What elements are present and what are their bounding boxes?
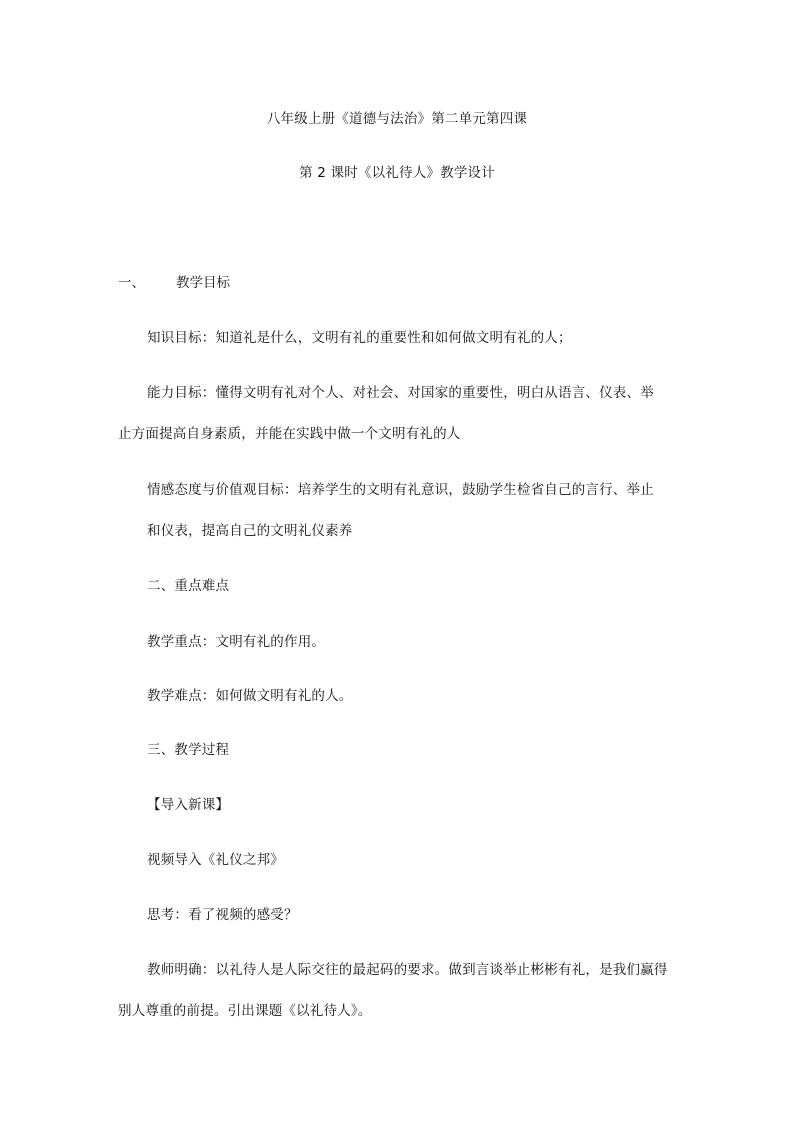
document-title-line2: 第 2 课时《以礼待人》教学设计 <box>299 165 495 181</box>
ability-goal-line2: 止方面提高自身素质，并能在实践中做一个文明有礼的人 <box>118 426 461 442</box>
emotion-goal-line1: 情感态度与价值观目标：培养学生的文明有礼意识，鼓励学生检省自己的言行、举止 <box>147 482 654 498</box>
section1-number: 一、 <box>118 275 145 291</box>
document-title-line1: 八年级上册《道德与法治》第二单元第四课 <box>266 111 528 127</box>
key-point: 教学重点：文明有礼的作用。 <box>147 634 326 650</box>
section2-heading: 二、重点难点 <box>147 578 230 594</box>
difficulty-point: 教学难点：如何做文明有礼的人。 <box>147 688 353 704</box>
teacher-statement-line1: 教师明确：以礼待人是人际交往的最起码的要求。做到言谈举止彬彬有礼，是我们赢得 <box>147 962 668 978</box>
emotion-goal-line2: 和仪表，提高自己的文明礼仪素养 <box>147 523 353 539</box>
think-question: 思考：看了视频的感受？ <box>147 907 298 923</box>
teacher-statement-line2: 别人尊重的前提。引出课题《以礼待人》。 <box>118 1003 372 1019</box>
section3-heading: 三、教学过程 <box>147 742 230 758</box>
knowledge-goal: 知识目标：知道礼是什么，文明有礼的重要性和如何做文明有礼的人； <box>147 330 572 346</box>
section1-heading: 教学目标 <box>176 275 230 291</box>
video-intro: 视频导入《礼仪之邦》 <box>147 852 284 868</box>
intro-sub-heading: 【导入新课】 <box>147 797 230 813</box>
ability-goal-line1: 能力目标：懂得文明有礼对个人、对社会、对国家的重要性，明白从语言、仪表、举 <box>147 385 654 401</box>
